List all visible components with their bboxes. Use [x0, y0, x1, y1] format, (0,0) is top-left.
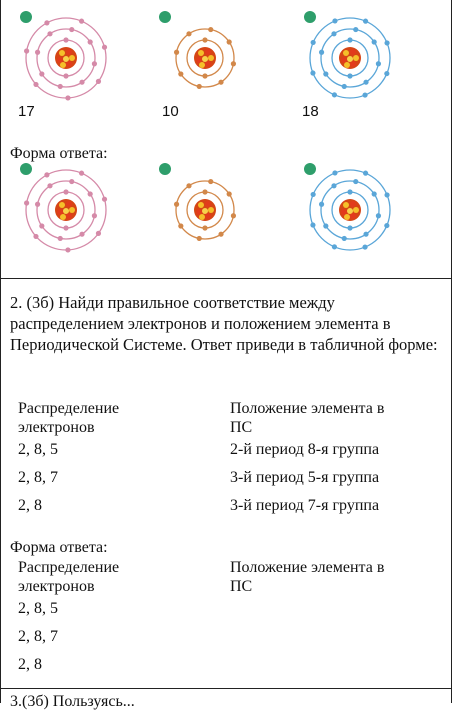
- nucleon: [205, 201, 211, 207]
- electron: [44, 172, 49, 177]
- table-header-col1-line1: Распределение: [18, 400, 120, 417]
- nucleon: [199, 62, 205, 68]
- electron: [202, 73, 207, 78]
- answer-atom-diagram-2: [155, 160, 255, 256]
- electron: [65, 247, 70, 252]
- electron: [310, 222, 315, 227]
- electron: [347, 37, 352, 42]
- electron: [79, 80, 84, 85]
- electron: [208, 27, 213, 32]
- answer-col1-line2: электронов: [18, 578, 95, 595]
- nucleon: [196, 209, 202, 215]
- electron: [44, 20, 49, 25]
- electron: [39, 223, 44, 228]
- electron: [174, 202, 179, 207]
- electron: [332, 170, 337, 175]
- electron: [384, 223, 389, 228]
- nucleon: [347, 56, 353, 62]
- nucleon: [57, 57, 63, 63]
- answer-row-1: 2, 8, 5: [18, 600, 58, 617]
- electron: [186, 183, 191, 188]
- table-header-col2-line1: Положение элемента в: [230, 400, 385, 417]
- answer-form-heading-1: Форма ответа:: [10, 145, 108, 162]
- answer-col1-line1: Распределение: [18, 559, 120, 576]
- electron: [69, 179, 74, 184]
- nucleon: [63, 208, 69, 214]
- nucleon: [353, 55, 359, 61]
- atom-diagram-3: [300, 8, 400, 104]
- electron: [186, 31, 191, 36]
- electron: [202, 189, 207, 194]
- electron: [63, 189, 68, 194]
- electron: [33, 82, 38, 87]
- electron: [47, 183, 52, 188]
- electron: [372, 39, 377, 44]
- nucleon: [350, 61, 356, 67]
- electron: [363, 171, 368, 176]
- element-number-label-2: 10: [162, 103, 179, 120]
- electron: [218, 80, 223, 85]
- electron: [35, 202, 40, 207]
- electron: [347, 225, 352, 230]
- nucleon: [350, 213, 356, 219]
- electron: [79, 171, 84, 176]
- position-row-1: 2-й период 8-я группа: [230, 441, 380, 458]
- electron: [376, 61, 381, 66]
- electron: [63, 225, 68, 230]
- electron: [24, 48, 29, 53]
- nucleon: [343, 202, 349, 208]
- nucleon: [66, 61, 72, 67]
- element-badge-icon: [20, 11, 32, 23]
- electron: [96, 231, 101, 236]
- electron: [311, 192, 316, 197]
- electron: [208, 179, 213, 184]
- distribution-row-1: 2, 8, 5: [18, 441, 58, 458]
- electron: [96, 79, 101, 84]
- nucleon: [347, 208, 353, 214]
- nucleon: [60, 214, 66, 220]
- electron: [227, 39, 232, 44]
- nucleon: [199, 214, 205, 220]
- electron: [342, 236, 347, 241]
- electron: [202, 225, 207, 230]
- electron: [342, 84, 347, 89]
- nucleon: [208, 55, 214, 61]
- electron: [353, 179, 358, 184]
- electron: [332, 244, 337, 249]
- electron: [310, 70, 315, 75]
- electron: [92, 61, 97, 66]
- electron: [319, 202, 324, 207]
- electron: [331, 183, 336, 188]
- electron: [79, 232, 84, 237]
- electron: [231, 61, 236, 66]
- electron: [102, 197, 107, 202]
- nucleon: [202, 56, 208, 62]
- electron: [202, 37, 207, 42]
- nucleon: [57, 209, 63, 215]
- nucleon: [69, 55, 75, 61]
- electron: [218, 232, 223, 237]
- electron: [362, 92, 367, 97]
- electron: [332, 18, 337, 23]
- answer-atom-diagram-3: [300, 160, 400, 256]
- nucleon: [350, 49, 356, 55]
- bottom-divider: [0, 688, 452, 689]
- nucleon: [205, 49, 211, 55]
- element-badge-icon: [159, 11, 171, 23]
- electron: [79, 19, 84, 24]
- element-badge-icon: [304, 11, 316, 23]
- electron: [197, 236, 202, 241]
- electron: [363, 80, 368, 85]
- electron: [174, 50, 179, 55]
- electron: [24, 200, 29, 205]
- element-number-label-1: 17: [18, 103, 35, 120]
- electron: [372, 191, 377, 196]
- electron: [227, 191, 232, 196]
- electron: [347, 189, 352, 194]
- electron: [178, 71, 183, 76]
- answer-row-2: 2, 8, 7: [18, 628, 58, 645]
- electron: [197, 84, 202, 89]
- element-number-label-3: 18: [302, 103, 319, 120]
- electron: [353, 27, 358, 32]
- nucleon: [59, 202, 65, 208]
- nucleon: [344, 214, 350, 220]
- electron: [65, 95, 70, 100]
- electron: [178, 223, 183, 228]
- nucleon: [66, 49, 72, 55]
- answer-atom-diagram-1: [16, 160, 116, 256]
- table-header-col2-line2: ПС: [230, 419, 253, 436]
- electron: [376, 213, 381, 218]
- electron: [384, 192, 389, 197]
- distribution-row-2: 2, 8, 7: [18, 469, 58, 486]
- nucleon: [198, 202, 204, 208]
- distribution-row-3: 2, 8: [18, 497, 42, 514]
- table-header-col1-line2: электронов: [18, 419, 95, 436]
- answer-col2-line2: ПС: [230, 578, 253, 595]
- nucleon: [66, 201, 72, 207]
- nucleon: [208, 207, 214, 213]
- nucleon: [205, 61, 211, 67]
- element-badge-icon: [304, 163, 316, 175]
- nucleon: [350, 201, 356, 207]
- atom-diagram-1: [16, 8, 116, 104]
- electron: [363, 232, 368, 237]
- nucleon: [341, 209, 347, 215]
- element-badge-icon: [20, 163, 32, 175]
- electron: [384, 40, 389, 45]
- atom-diagram-2: [155, 8, 255, 104]
- electron: [363, 19, 368, 24]
- answer-row-3: 2, 8: [18, 656, 42, 673]
- next-question-cutoff: 3.(3б) Пользуясь...: [10, 693, 135, 710]
- electron: [92, 213, 97, 218]
- position-row-3: 3-й период 7-я группа: [230, 497, 380, 514]
- electron: [384, 71, 389, 76]
- electron: [332, 92, 337, 97]
- electron: [88, 191, 93, 196]
- electron: [231, 213, 236, 218]
- electron: [69, 27, 74, 32]
- answer-col2-line1: Положение элемента в: [230, 559, 385, 576]
- position-row-2: 3-й период 5-я группа: [230, 469, 380, 486]
- electron: [33, 234, 38, 239]
- electron: [47, 31, 52, 36]
- electron: [362, 244, 367, 249]
- question-2-text: 2. (3б) Найди правильное соответствие между распределением электронов и положением элемента в Периодической Системе. Ответ приведи в табличной форме:: [10, 293, 438, 354]
- nucleon: [202, 208, 208, 214]
- nucleon: [205, 213, 211, 219]
- electron: [331, 31, 336, 36]
- electron: [63, 37, 68, 42]
- electron: [58, 84, 63, 89]
- electron: [63, 73, 68, 78]
- nucleon: [343, 50, 349, 56]
- electron: [102, 45, 107, 50]
- nucleon: [60, 62, 66, 68]
- answer-form-heading-2: Форма ответа:: [10, 539, 108, 556]
- electron: [311, 40, 316, 45]
- electron: [58, 236, 63, 241]
- electron: [323, 71, 328, 76]
- nucleon: [344, 62, 350, 68]
- section-divider: [0, 278, 452, 279]
- nucleon: [66, 213, 72, 219]
- electron: [39, 71, 44, 76]
- nucleon: [353, 207, 359, 213]
- electron: [35, 50, 40, 55]
- nucleon: [198, 50, 204, 56]
- nucleon: [59, 50, 65, 56]
- element-badge-icon: [159, 163, 171, 175]
- nucleon: [196, 57, 202, 63]
- nucleon: [63, 56, 69, 62]
- nucleon: [69, 207, 75, 213]
- electron: [88, 39, 93, 44]
- nucleon: [341, 57, 347, 63]
- electron: [319, 50, 324, 55]
- electron: [323, 223, 328, 228]
- electron: [347, 73, 352, 78]
